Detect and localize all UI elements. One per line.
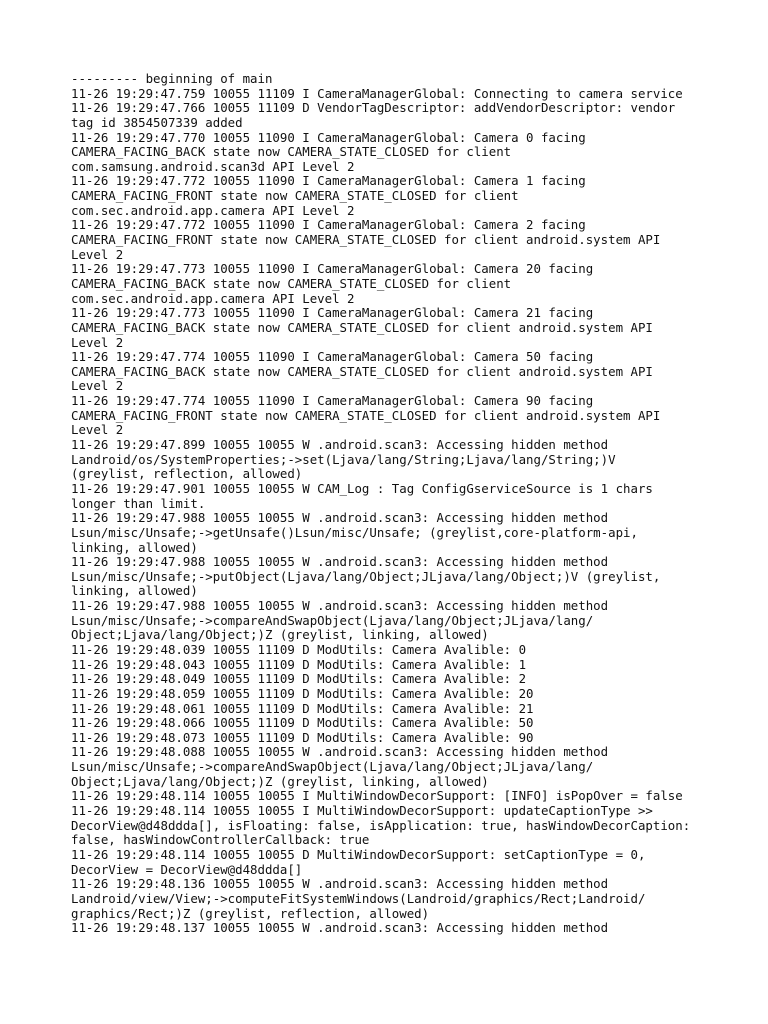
log-line: 11-26 19:29:47.772 10055 11090 I CameraManagerGlobal: Camera 2 facing (71, 217, 586, 233)
log-line: 11-26 19:29:47.773 10055 11090 I CameraManagerGlobal: Camera 21 facing (71, 305, 594, 321)
log-line: 11-26 19:29:48.137 10055 10055 W .android.scan3: Accessing hidden method (71, 920, 609, 936)
log-line: CAMERA_FACING_BACK state now CAMERA_STATE_CLOSED for client (71, 275, 512, 291)
log-line: 11-26 19:29:47.772 10055 11090 I CameraManagerGlobal: Camera 1 facing (71, 173, 586, 189)
log-line: Level 2 (71, 378, 124, 394)
log-line: CAMERA_FACING_BACK state now CAMERA_STATE_CLOSED for client android.system API (71, 319, 653, 335)
log-line: 11-26 19:29:47.988 10055 10055 W .android.scan3: Accessing hidden method (71, 510, 609, 526)
log-line: Lsun/misc/Unsafe;->putObject(Ljava/lang/Object;JLjava/lang/Object;)V (greylist, (71, 568, 661, 584)
log-line: 11-26 19:29:47.901 10055 10055 W CAM_Log : Tag ConfigGserviceSource is 1 chars (71, 480, 653, 496)
log-line: CAMERA_FACING_FRONT state now CAMERA_STATE_CLOSED for client android.system API (71, 232, 661, 248)
log-line: 11-26 19:29:48.073 10055 11109 D ModUtils: Camera Avalible: 90 (71, 729, 534, 745)
log-line: 11-26 19:29:48.061 10055 11109 D ModUtils: Camera Avalible: 21 (71, 700, 534, 716)
log-line: graphics/Rect;)Z (greylist, reflection, allowed) (71, 905, 430, 921)
log-line: Landroid/view/View;->computeFitSystemWindows(Landroid/graphics/Rect;Landroid/ (71, 890, 646, 906)
log-line: Level 2 (71, 334, 124, 350)
log-line: 11-26 19:29:47.988 10055 10055 W .android.scan3: Accessing hidden method (71, 554, 609, 570)
log-line: 11-26 19:29:47.759 10055 11109 I CameraManagerGlobal: Connecting to camera service (71, 85, 683, 101)
log-line: longer than limit. (71, 495, 206, 511)
log-line: 11-26 19:29:48.114 10055 10055 I MultiWindowDecorSupport: updateCaptionType >> (71, 803, 653, 819)
log-line: 11-26 19:29:47.773 10055 11090 I CameraManagerGlobal: Camera 20 facing (71, 261, 594, 277)
log-line: --------- beginning of main (71, 71, 273, 86)
log-line: Object;Ljava/lang/Object;)Z (greylist, linking, allowed) (71, 627, 489, 643)
log-line: Level 2 (71, 246, 124, 262)
log-line: tag id 3854507339 added (71, 114, 243, 130)
log-line: DecorView@d48ddda[], isFloating: false, isApplication: true, hasWindowDecorCaption: (71, 817, 691, 833)
log-line: 11-26 19:29:47.774 10055 11090 I CameraManagerGlobal: Camera 50 facing (71, 349, 594, 365)
log-line: com.samsung.android.scan3d API Level 2 (71, 158, 355, 174)
log-line: (greylist, reflection, allowed) (71, 466, 303, 482)
log-line: 11-26 19:29:48.049 10055 11109 D ModUtils: Camera Avalible: 2 (71, 671, 527, 687)
log-line: 11-26 19:29:47.766 10055 11109 D VendorTagDescriptor: addVendorDescriptor: vendor (71, 100, 676, 116)
log-text-block (71, 72, 711, 936)
log-line: 11-26 19:29:47.988 10055 10055 W .android.scan3: Accessing hidden method (71, 598, 609, 614)
log-line: 11-26 19:29:48.043 10055 11109 D ModUtils: Camera Avalible: 1 (71, 656, 527, 672)
log-line: false, hasWindowControllerCallback: true (71, 832, 370, 848)
log-line: 11-26 19:29:47.899 10055 10055 W .android.scan3: Accessing hidden method (71, 437, 609, 453)
log-line: CAMERA_FACING_BACK state now CAMERA_STATE_CLOSED for client android.system API (71, 363, 653, 379)
log-line: 11-26 19:29:47.774 10055 11090 I CameraManagerGlobal: Camera 90 facing (71, 393, 594, 409)
log-line: DecorView = DecorView@d48ddda[] (71, 861, 303, 877)
log-line: Lsun/misc/Unsafe;->getUnsafe()Lsun/misc/Unsafe; (greylist,core-platform-api, (71, 524, 638, 540)
log-line: 11-26 19:29:48.059 10055 11109 D ModUtils: Camera Avalible: 20 (71, 685, 534, 701)
log-line: 11-26 19:29:47.770 10055 11090 I CameraManagerGlobal: Camera 0 facing (71, 129, 586, 145)
log-line: com.sec.android.app.camera API Level 2 (71, 290, 355, 306)
log-line: Lsun/misc/Unsafe;->compareAndSwapObject(Ljava/lang/Object;JLjava/lang/ (71, 759, 594, 775)
log-line: 11-26 19:29:48.114 10055 10055 I MultiWindowDecorSupport: [INFO] isPopOver = false (71, 788, 683, 804)
log-line: 11-26 19:29:48.066 10055 11109 D ModUtils: Camera Avalible: 50 (71, 715, 534, 731)
log-line: CAMERA_FACING_BACK state now CAMERA_STATE_CLOSED for client (71, 144, 512, 160)
log-line: 11-26 19:29:48.088 10055 10055 W .android.scan3: Accessing hidden method (71, 744, 609, 760)
log-line: CAMERA_FACING_FRONT state now CAMERA_STATE_CLOSED for client android.system API (71, 407, 661, 423)
log-line: com.sec.android.app.camera API Level 2 (71, 202, 355, 218)
log-line: linking, allowed) (71, 583, 198, 599)
log-line: 11-26 19:29:48.114 10055 10055 D MultiWindowDecorSupport: setCaptionType = 0, (71, 846, 646, 862)
log-line: 11-26 19:29:48.136 10055 10055 W .android.scan3: Accessing hidden method (71, 876, 609, 892)
log-line: CAMERA_FACING_FRONT state now CAMERA_STATE_CLOSED for client (71, 188, 519, 204)
log-line: Object;Ljava/lang/Object;)Z (greylist, linking, allowed) (71, 773, 489, 789)
log-line: linking, allowed) (71, 539, 198, 555)
log-line: Landroid/os/SystemProperties;->set(Ljava/lang/String;Ljava/lang/String;)V (71, 451, 616, 467)
log-line: Level 2 (71, 422, 124, 438)
log-line: 11-26 19:29:48.039 10055 11109 D ModUtils: Camera Avalible: 0 (71, 641, 527, 657)
log-line: Lsun/misc/Unsafe;->compareAndSwapObject(Ljava/lang/Object;JLjava/lang/ (71, 612, 594, 628)
